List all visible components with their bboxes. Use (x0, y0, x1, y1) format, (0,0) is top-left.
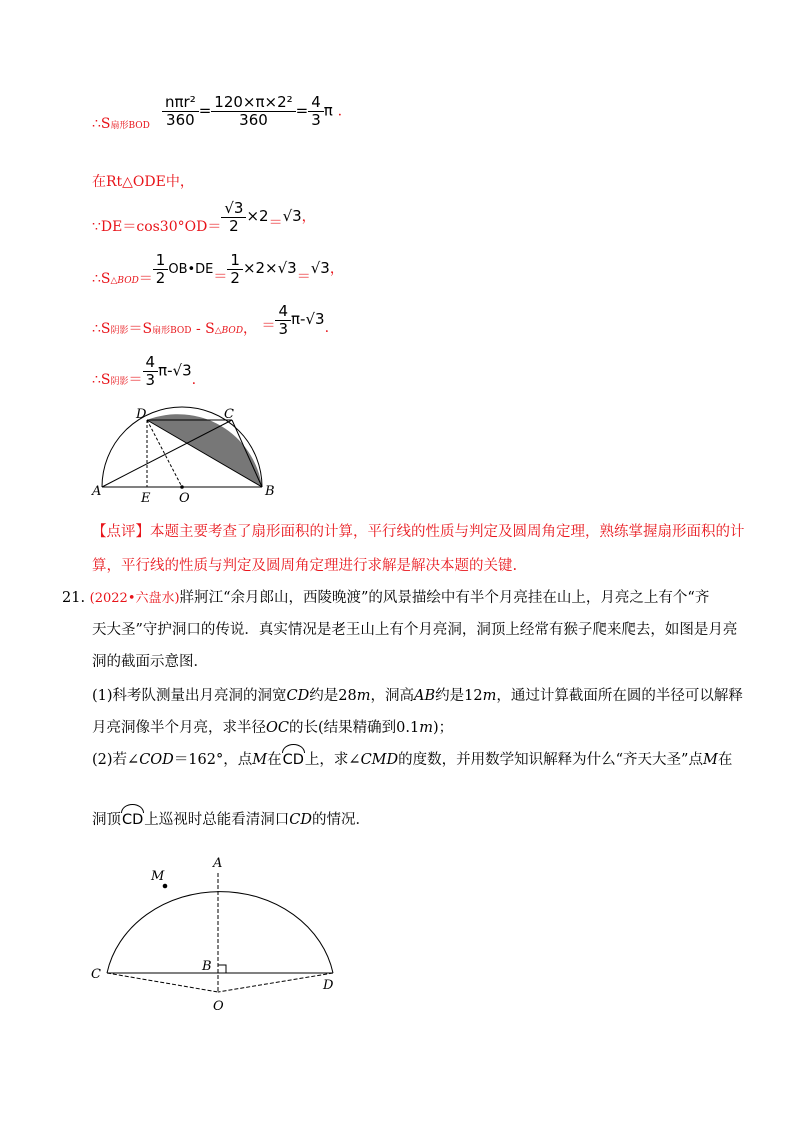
label-B: B (265, 484, 275, 499)
question2-line1: (2)若∠COD＝162°，点M在CD上，求∠CMD的度数，并用数学知识解释为什么“齐天大圣”点M在 (92, 752, 733, 768)
line-de-value: ∵DE＝cos30°OD＝ $\frac{√3}{2}$ ×2＝√3， (92, 198, 316, 235)
problem-source: (2022•六盘水) (89, 591, 180, 606)
shaded-region (147, 414, 262, 487)
label-C2: C (91, 967, 101, 982)
problem-line3: 洞的截面示意图． (92, 654, 208, 670)
label-A: A (92, 484, 102, 499)
problem-number: 21. (62, 590, 86, 606)
label-E: E (141, 491, 151, 505)
line-triangle-area: ∴S△BOD＝ $\frac{1}{2}$ OB•DE＝ $\frac{1}{2}$ ×2×√3＝√3， (92, 250, 344, 287)
label-A2: A (213, 856, 223, 871)
line-shaded-area-result: ∴S阴影＝ $\frac{4}{3}$ π-√3. (92, 353, 197, 389)
line-rt-triangle: 在Rt△ODE中， (92, 174, 194, 190)
dashed-DO (218, 973, 333, 992)
right-angle-mark (218, 965, 226, 973)
label-B2: B (202, 959, 212, 974)
comment-tag: 【点评】 (92, 524, 150, 540)
question1-line1: (1)科考队测量出月亮洞的洞宽CD约是28m，洞高AB约是12m，通过计算截面所在圆的半径可以解释 (92, 688, 743, 704)
cave-arc (107, 892, 333, 973)
arc-CD-symbol-2: CD (122, 812, 144, 828)
label-O: O (179, 491, 190, 505)
comment-line1: 【点评】本题主要考查了扇形面积的计算，平行线的性质与判定及圆周角定理，熟练掌握扇形面积的计 (92, 524, 745, 540)
problem-line2: 天大圣”守护洞口的传说．真实情况是老王山上有个月亮洞，洞顶上经常有猴子爬来爬去，如图是月亮 (92, 622, 738, 638)
point-O (180, 485, 184, 489)
label-C: C (224, 407, 234, 422)
label-O2: O (213, 999, 224, 1014)
figure-semicircle-shaded (90, 400, 280, 505)
question1-line2: 月亮洞像半个月亮，求半径OC的长(结果精确到0.1m)； (92, 720, 454, 736)
dashed-CO (107, 973, 218, 992)
figure-moon-cave (85, 850, 345, 1020)
problem-line1: 21. (2022•六盘水)牂牁江“余月郎山，西陵晚渡”的风景描绘中有半个月亮挂在山上，月亮之上有个“齐 (62, 590, 710, 606)
sector-area-formula: $\frac{\text{nπr²}}{360}$ = $\frac{\text{120×π×2²}}{360}$ = $\frac{4}{3}$ π . (162, 94, 342, 129)
question2-line2: 洞顶CD上巡视时总能看清洞口CD的情况． (92, 812, 371, 828)
label-M: M (151, 869, 165, 884)
comment-line2: 算，平行线的性质与判定及圆周角定理进行求解是解决本题的关键. (92, 558, 518, 574)
line-shaded-area-expr: ∴S阴影＝S扇形BOD - S△BOD， ＝ $\frac{4}{3}$ π-√3. (92, 301, 330, 338)
line-sector-area: ∴S扇形BOD (92, 116, 150, 132)
point-M (163, 884, 168, 889)
label-D2: D (323, 978, 334, 993)
arc-CD-symbol: CD (282, 752, 304, 768)
label-D: D (136, 407, 147, 422)
